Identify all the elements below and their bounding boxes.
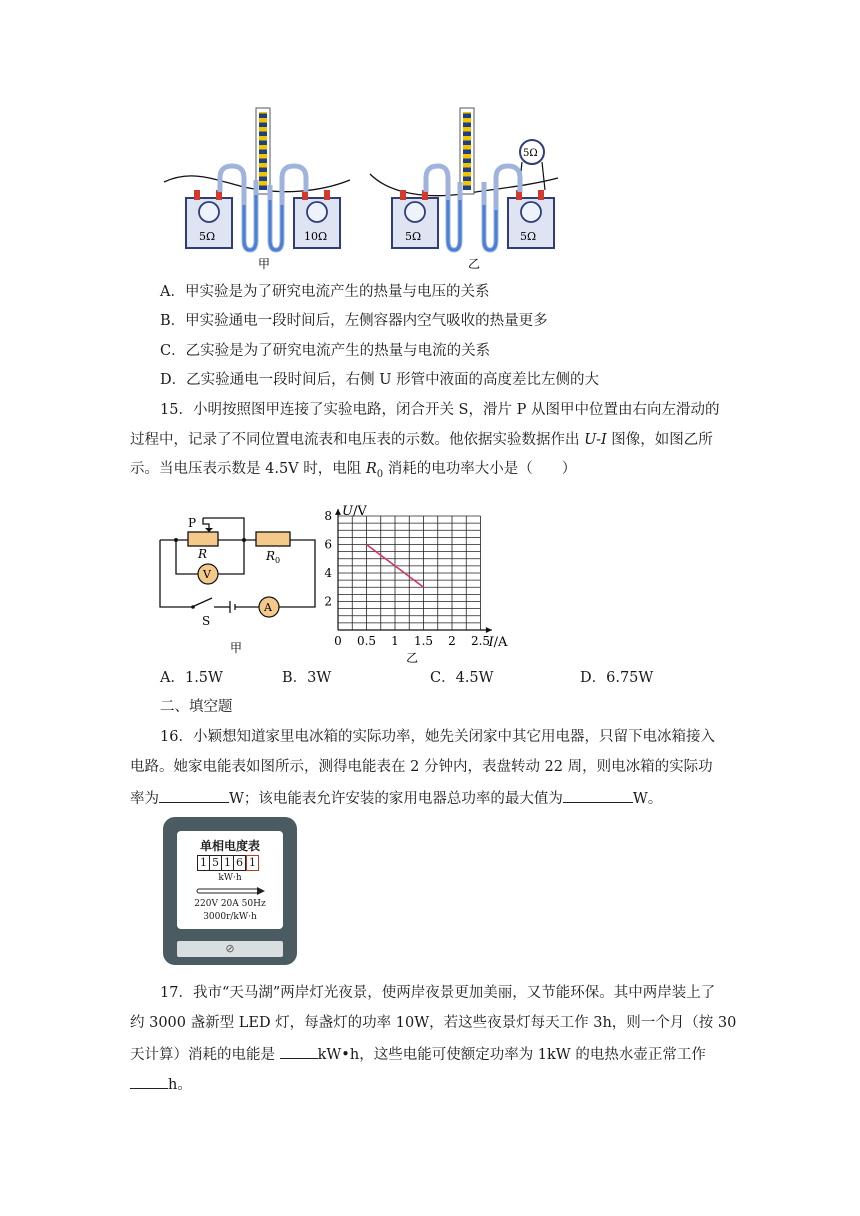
x-axis-arrow — [486, 627, 492, 633]
x-tick-label: 2 — [448, 634, 456, 648]
meter-digit: 1 — [222, 855, 234, 871]
y-axis-arrow — [335, 509, 341, 515]
meter-digit: 6 — [234, 855, 246, 871]
meter-title: 单相电度表 — [199, 839, 260, 853]
option-c: C．4.5W — [430, 670, 494, 686]
option-b: B．甲实验通电一段时间后，左侧容器内空气吸收的热量更多 — [160, 313, 548, 329]
meter-digit: 1 — [197, 855, 210, 871]
question-17-line: 17．我市“天马湖”两岸灯光夜景，使两岸夜景更加美丽，又节能环保。其中两岸装上了 — [160, 985, 716, 1001]
option-a: A．甲实验是为了研究电流产生的热量与电压的关系 — [160, 284, 490, 300]
meter-counter — [197, 855, 259, 871]
resistor-label: 5Ω — [523, 148, 538, 159]
figure-caption: 乙 — [406, 651, 419, 665]
question-17-line: h。 — [130, 1072, 192, 1095]
chart-axes — [335, 509, 492, 633]
figure-caption: 甲 — [258, 257, 271, 271]
switch-label: S — [202, 614, 211, 628]
chart-grid — [338, 516, 481, 630]
question-15-line: 过程中，记录了不同位置电流表和电压表的示数。他依据实验数据作出 U-I 图像，如图乙所 — [130, 432, 713, 448]
x-tick-label: 0.5 — [356, 634, 377, 648]
x-axis-label: I/A — [488, 635, 508, 650]
rheostat-label: R — [198, 547, 208, 561]
meter-face — [177, 831, 283, 929]
slider-label: P — [188, 516, 197, 530]
answer-blank[interactable] — [159, 786, 229, 803]
meter-spec: 220V 20A 50Hz — [194, 899, 266, 909]
x-tick-label: 0 — [334, 634, 342, 648]
question-16-line: 电路。她家电能表如图所示，测得电能表在 2 分钟内，表盘转动 22 周，则电冰箱的实际功 — [130, 759, 713, 775]
meter-digit-decimal: 1 — [246, 855, 259, 871]
meter-disc-arrow — [195, 886, 267, 896]
option-d: D．乙实验通电一段时间后，右侧 U 形管中液面的高度差比左侧的大 — [160, 372, 600, 388]
circuit-diagram — [150, 510, 330, 655]
option-c: C．乙实验是为了研究电流产生的热量与电流的关系 — [160, 343, 491, 359]
option-d: D．6.75W — [580, 670, 654, 686]
electric-meter — [163, 817, 297, 965]
resistor-label: R — [266, 549, 276, 563]
option-b: B．3W — [282, 670, 332, 686]
setup-jia — [164, 108, 350, 271]
answer-blank[interactable] — [280, 1042, 318, 1059]
resistor-subscript: 0 — [275, 556, 281, 565]
u-i-chart — [320, 485, 525, 665]
question-16-line: 率为 W；该电能表允许安装的家用电器总功率的最大值为 W。 — [130, 786, 662, 809]
resistor-label: 5Ω — [405, 230, 422, 243]
y-tick-label: 2 — [324, 594, 332, 609]
x-tick-label: 1 — [391, 634, 399, 648]
option-a: A．1.5W — [160, 670, 223, 686]
section-title: 二、填空题 — [160, 699, 233, 715]
setup-yi — [370, 108, 558, 271]
question-15-line: 15．小明按照图甲连接了实验电路，闭合开关 S，滑片 P 从图甲中位置由右向左滑动的 — [160, 402, 720, 418]
meter-digit: 5 — [210, 855, 222, 871]
resistor-label: 5Ω — [199, 230, 216, 243]
y-axis-label: U/V — [342, 503, 367, 519]
joule-experiment-figure — [150, 100, 570, 275]
meter-constant: 3000r/kW·h — [203, 912, 257, 922]
x-tick-label: 2.5 — [470, 634, 491, 648]
figure-caption: 甲 — [230, 641, 243, 655]
question-17-line: 约 3000 盏新型 LED 灯，每盏灯的功率 10W，若这些夜景灯每天工作 3h，则一个月（按 30 — [130, 1015, 737, 1031]
question-16-line: 16．小颖想知道家里电冰箱的实际功率，她先关闭家中其它用电器，只留下电冰箱接入 — [160, 729, 715, 745]
answer-blank[interactable] — [563, 786, 633, 803]
y-tick-label: 6 — [324, 537, 332, 552]
resistor-label: 5Ω — [520, 230, 537, 243]
resistor-label: 10Ω — [304, 230, 328, 243]
x-tick-label: 1.5 — [413, 634, 434, 648]
question-15-line: 示。当电压表示数是 4.5V 时，电阻 $R_0$ 消耗的电功率大小是（ ） — [130, 461, 577, 480]
question-17-line: 天计算）消耗的电能是 kW•h，这些电能可使额定功率为 1kW 的电热水壶正常工作 — [130, 1042, 706, 1065]
chart-ticks — [324, 509, 490, 648]
ammeter-label: A — [264, 601, 272, 614]
y-tick-label: 4 — [324, 566, 332, 580]
answer-blank[interactable] — [130, 1072, 168, 1089]
y-tick-label: 8 — [324, 509, 332, 523]
meter-unit: kW·h — [218, 873, 242, 883]
figure-caption: 乙 — [468, 257, 481, 271]
voltmeter-label: V — [203, 568, 211, 581]
meter-seal-icon: ⊘ — [177, 941, 283, 957]
